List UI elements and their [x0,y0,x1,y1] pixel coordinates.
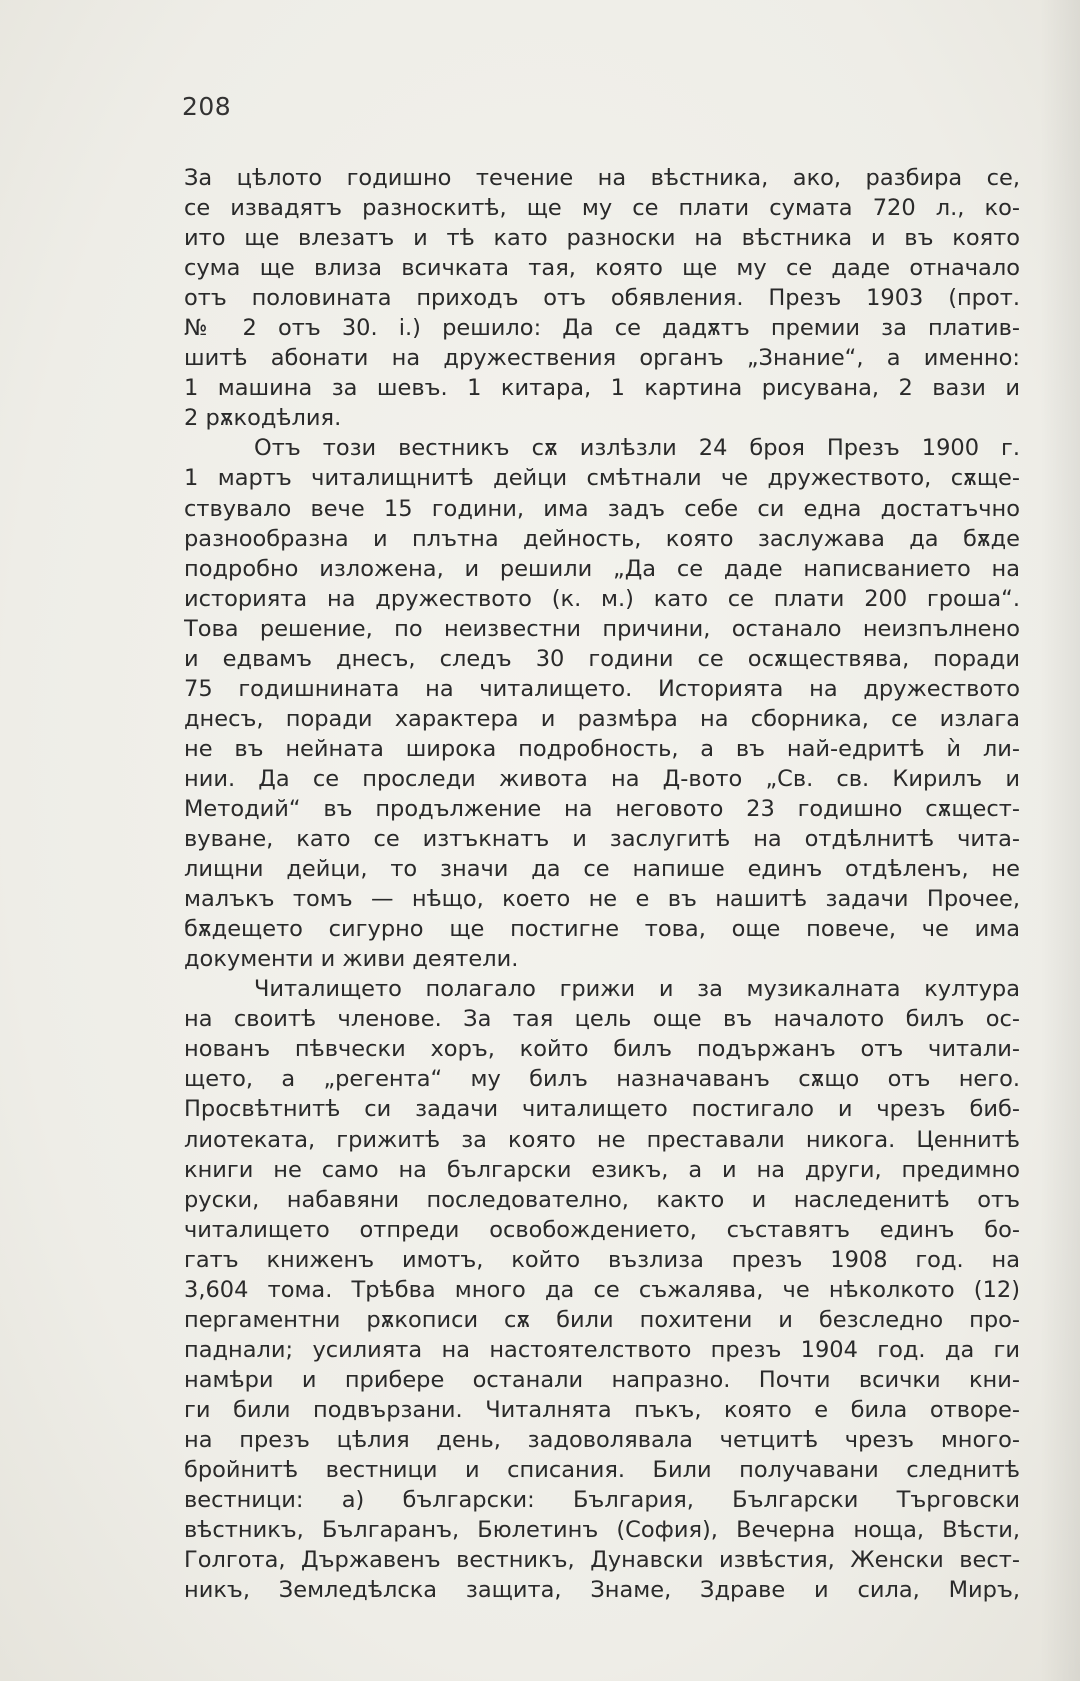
text-line: документи и живи деятели. [184,946,519,973]
text-line: Голгота, Държавенъ вестникъ, Дунавски извѣстия, Женски вест- [184,1547,1020,1574]
text-line: гатъ книженъ имотъ, който възлиза презъ 1908 год. на [184,1246,1020,1273]
text-line: № 2 отъ 30. і.) решило: Да се дадѫтъ премии за платив- [184,315,1020,342]
text-line: нии. Да се проследи живота на Д-вото „Св. св. Кирилъ и [184,765,1020,792]
text-line: 75 годишнината на читалището. Историята на дружеството [184,675,1020,702]
text-line: руски, набавяни последователно, както и наследенитѣ отъ [184,1186,1020,1213]
text-line: ги били подвързани. Читалнята пъкъ, която е била отворе- [184,1396,1020,1423]
text-line: пергаментни рѫкописи сѫ били похитени и безследно про- [184,1306,1020,1333]
text-line: днесъ, поради характера и размѣра на сборника, се излага [184,705,1020,732]
text-line: бѫдещето сигурно ще постигне това, още повече, че има [184,916,1020,943]
text-line: Просвѣтнитѣ си задачи читалището постигало и чрезъ биб- [184,1096,1020,1123]
text-line: Това решение, по неизвестни причини, останало неизпълнено [184,615,1020,642]
text-line: никъ, Земледѣлска защита, Знаме, Здраве и сила, Миръ, [184,1577,1020,1604]
text-line: подробно изложена, и решили „Да се даде написванието на [184,555,1020,582]
text-line: 3,604 тома. Трѣбва много да се съжалява, че нѣколкото (12) [184,1276,1020,1303]
text-line: шитѣ абонати на дружествения органъ „Знание“, а именно: [184,345,1020,372]
page-text-body [184,163,1020,1605]
text-line: 1 машина за шевъ. 1 китара, 1 картина рисувана, 2 вази и [184,375,1020,402]
page-number: 208 [182,92,232,121]
text-line: щето, а „регента“ му билъ назначаванъ сѫщо отъ него. [184,1066,1020,1093]
text-line: книги не само на български езикъ, а и на други, предимно [184,1156,1020,1183]
text-line: Отъ този вестникъ сѫ излѣзли 24 броя Презъ 1900 г. [254,435,1020,462]
text-line: вуване, като се изтъкнатъ и заслугитѣ на отдѣлнитѣ чита- [184,826,1020,853]
text-line: вестници: а) български: България, Български Търговски [184,1487,1020,1514]
text-line: ито ще влезатъ и тѣ като разноски на вѣстника и въ която [184,225,1020,252]
text-line: се извадятъ разноскитѣ, ще му се плати сумата 720 л., ко- [184,195,1020,222]
text-line: лиотеката, грижитѣ за която не преставали никога. Ценнитѣ [184,1126,1020,1153]
text-line: отъ половината приходъ отъ обявления. Презъ 1903 (прот. [184,285,1020,312]
text-line: 2 рѫкодѣлия. [184,405,342,432]
text-line: на презъ цѣлия день, задоволявала четцитѣ чрезъ много- [184,1426,1020,1453]
text-line: и едвамъ днесъ, следъ 30 години се осѫществява, поради [184,645,1020,672]
text-line: бройнитѣ вестници и списания. Били получавани следнитѣ [184,1457,1020,1484]
text-line: разнообразна и плътна дейность, която заслужава да бѫде [184,525,1020,552]
text-line: За цѣлото годишно течение на вѣстника, ако, разбира се, [184,165,1020,191]
text-line: малъкъ томъ — нѣщо, което не е въ нашитѣ задачи Прочее, [184,886,1020,913]
text-line: читалището отпреди освобождението, съставятъ единъ бо- [184,1216,1020,1243]
text-line: нованъ пѣвчески хоръ, който билъ подържанъ отъ читали- [184,1036,1020,1063]
text-line: намѣри и прибере останали напразно. Почти всички кни- [184,1366,1020,1393]
text-line: вѣстникъ, Българанъ, Бюлетинъ (София), Вечерна ноща, Вѣсти, [184,1517,1020,1544]
text-line: сума ще влиза всичката тая, която ще му се даде отначало [184,255,1020,282]
text-line: паднали; усилията на настоятелството презъ 1904 год. да ги [184,1336,1020,1363]
text-line: ствувало вече 15 години, има задъ себе си една достатъчно [184,495,1020,522]
text-line: Читалището полагало грижи и за музикалната култура [254,976,1020,1003]
binding-shadow [1040,0,1080,1681]
text-line: 1 мартъ читалищнитѣ дейци смѣтнали че дружеството, сѫще- [184,465,1020,492]
text-line: лищни дейци, то значи да се напише единъ отдѣленъ, не [184,856,1020,883]
text-line: не въ нейната широка подробность, а въ най-едритѣ ѝ ли- [184,735,1020,762]
text-line: на своитѣ членове. За тая цель още въ началото билъ ос- [184,1006,1020,1033]
text-line: историята на дружеството (к. м.) като се плати 200 гроша“. [184,585,1020,612]
text-line: Методий“ въ продължение на неговото 23 годишно сѫщест- [184,795,1020,822]
